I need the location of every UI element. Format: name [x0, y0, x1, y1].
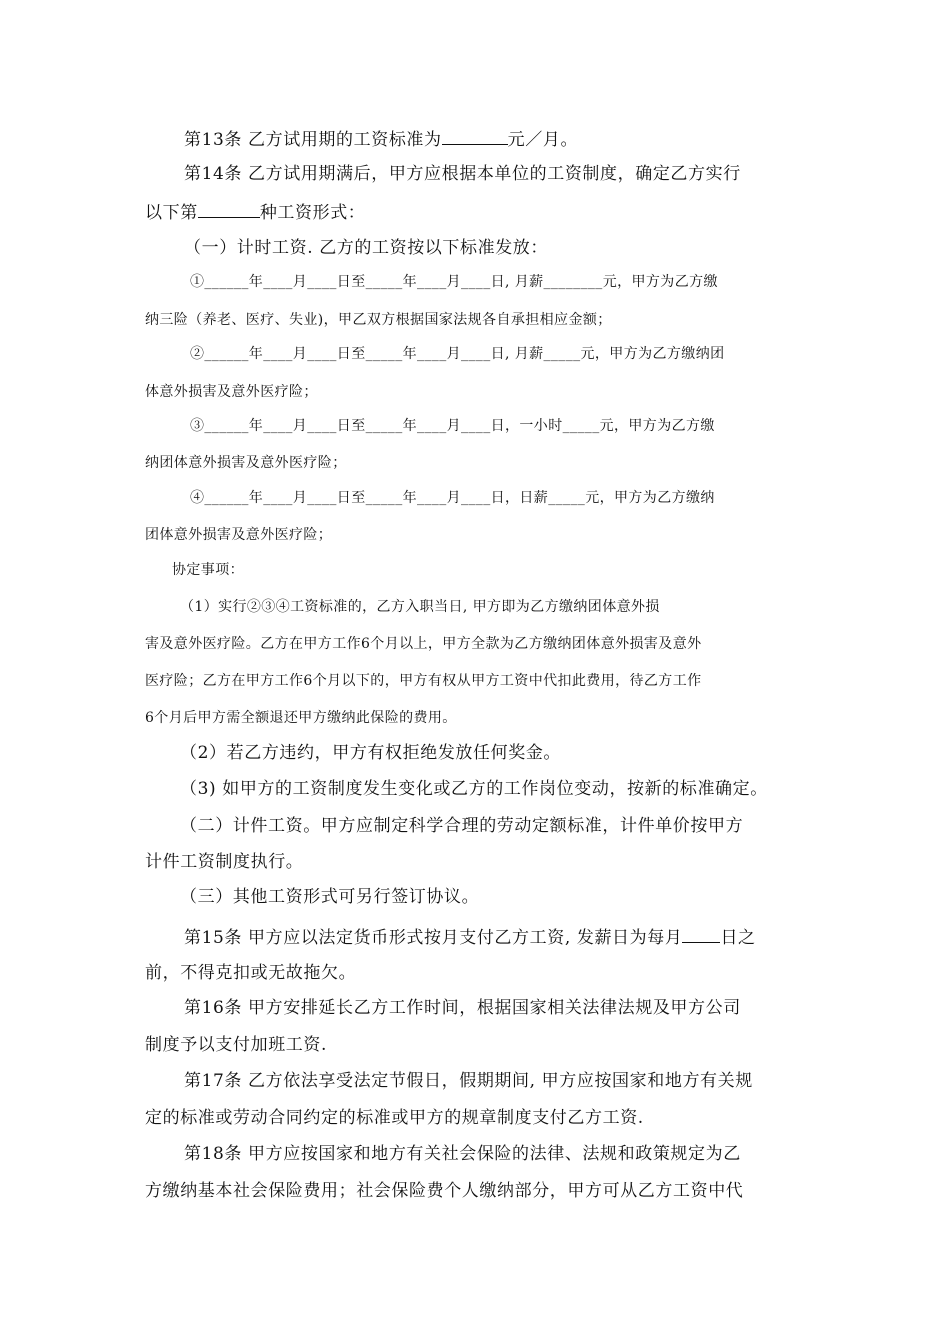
fill-blank	[198, 203, 260, 218]
agreement-item-1-line-4: 6个月后甲方需全额退还甲方缴纳此保险的费用。	[145, 710, 457, 726]
article-15-line-2: 前，不得克扣或无故拖欠。	[145, 963, 357, 983]
option-1-line-1: ①______年____月____日至_____年____月____日, 月薪________元，甲方为乙方缴	[190, 274, 718, 290]
article-16-line-1: 第16条 甲方安排延长乙方工作时间，根据国家相关法律法规及甲方公司	[184, 998, 741, 1018]
option-3-line-2: 纳团体意外损害及意外医疗险；	[145, 455, 347, 471]
hourly-wage-heading: （一）计时工资. 乙方的工资按以下标准发放：	[184, 238, 549, 258]
option-4-line-2: 团体意外损害及意外医疗险；	[145, 527, 333, 543]
text-segment: 元／月。	[507, 130, 579, 150]
text-segment: 日之	[720, 928, 756, 948]
text-segment: 以下第	[145, 203, 198, 223]
text-segment: 第13条 乙方试用期的工资标准为	[184, 130, 442, 150]
fill-blank	[682, 928, 720, 943]
agreement-item-1-line-3: 医疗险；乙方在甲方工作6个月以下的，甲方有权从甲方工资中代扣此费用，待乙方工作	[145, 673, 702, 689]
agreement-item-1-line-2: 害及意外医疗险。乙方在甲方工作6个月以上，甲方全款为乙方缴纳团体意外损害及意外	[145, 636, 702, 652]
text-segment: 种工资形式：	[259, 203, 366, 223]
option-2-line-1: ②______年____月____日至_____年____月____日, 月薪_____元，甲方为乙方缴纳团	[190, 346, 725, 362]
article-18-line-1: 第18条 甲方应按国家和地方有关社会保险的法律、法规和政策规定为乙	[184, 1144, 741, 1164]
text-segment: 第15条 甲方应以法定货币形式按月支付乙方工资, 发薪日为每月	[184, 928, 683, 948]
piece-wage-line-2: 计件工资制度执行。	[145, 852, 304, 872]
agreement-item-2: （2）若乙方违约，甲方有权拒绝发放任何奖金。	[180, 743, 562, 763]
agreement-item-3: （3) 如甲方的工资制度发生变化或乙方的工作岗位变动，按新的标准确定。	[180, 779, 768, 799]
article-17-line-1: 第17条 乙方依法享受法定节假日，假期期间, 甲方应按国家和地方有关规	[184, 1071, 753, 1091]
piece-wage-line-1: （二）计件工资。甲方应制定科学合理的劳动定额标准，计件单价按甲方	[180, 816, 744, 836]
agreement-heading: 协定事项：	[172, 562, 244, 578]
agreement-item-1-line-1: （1）实行②③④工资标准的，乙方入职当日, 甲方即为乙方缴纳团体意外损	[180, 599, 660, 615]
article-18-line-2: 方缴纳基本社会保险费用；社会保险费个人缴纳部分，甲方可从乙方工资中代	[145, 1181, 744, 1201]
option-1-line-2: 纳三险（养老、医疗、失业)，甲乙双方根据国家法规各自承担相应金额；	[145, 312, 612, 328]
article-16-line-2: 制度予以支付加班工资.	[145, 1035, 328, 1055]
other-wage-line: （三）其他工资形式可另行签订协议。	[180, 887, 480, 907]
article-15-line-1	[184, 928, 756, 947]
article-14-line-1: 第14条 乙方试用期满后，甲方应根据本单位的工资制度，确定乙方实行	[184, 164, 741, 184]
article-17-line-2: 定的标准或劳动合同约定的标准或甲方的规章制度支付乙方工资.	[145, 1108, 644, 1128]
article-13-line	[184, 130, 578, 149]
option-3-line-1: ③______年____月____日至_____年____月____日，一小时_____元，甲方为乙方缴	[190, 418, 715, 434]
fill-blank	[442, 130, 508, 145]
option-4-line-1: ④______年____月____日至_____年____月____日，日薪_____元，甲方为乙方缴纳	[190, 490, 715, 506]
article-14-line-2	[145, 203, 365, 222]
option-2-line-2: 体意外损害及意外医疗险；	[145, 384, 318, 400]
